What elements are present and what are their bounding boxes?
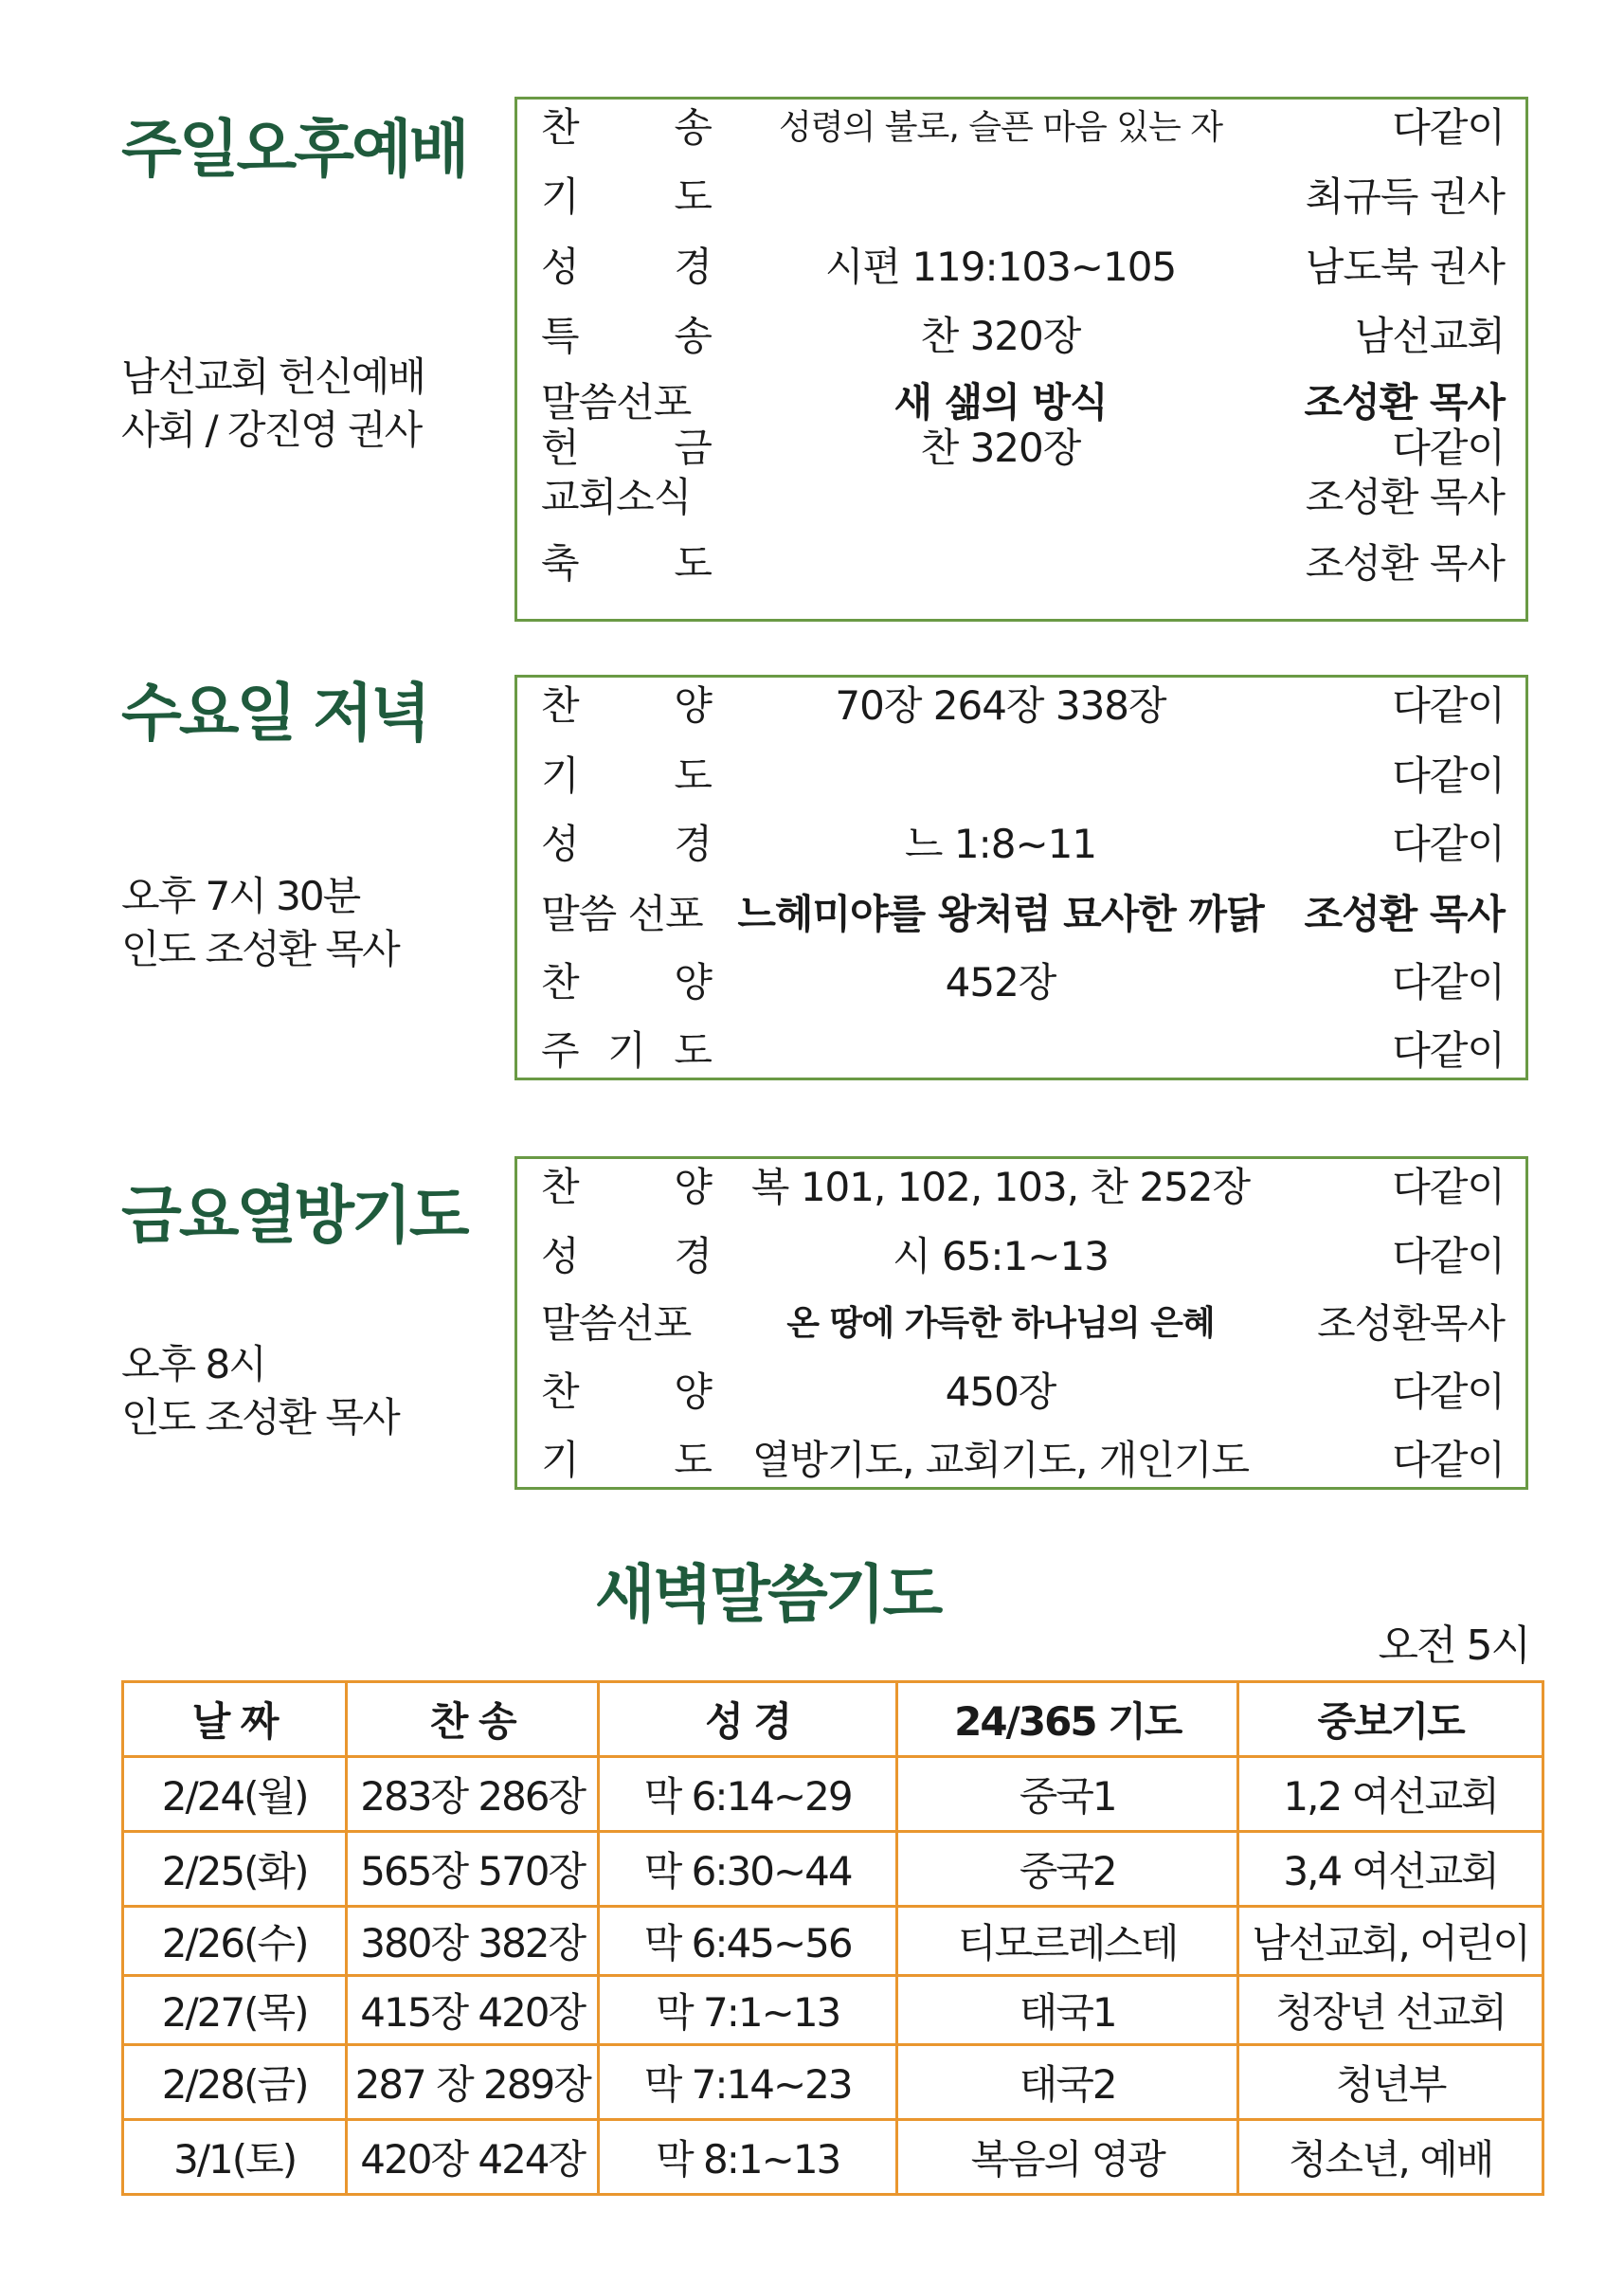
- order-role: [541, 678, 712, 734]
- dawn-cell: 태국1: [897, 1976, 1238, 2045]
- order-role-text: 찬: [541, 682, 579, 729]
- order-role-text: 말씀선포: [541, 1300, 692, 1347]
- order-content: 452장: [945, 959, 1056, 1006]
- order-row: [517, 1364, 1525, 1421]
- order-role-text: 기: [541, 752, 579, 799]
- order-role-text: 찬: [541, 959, 579, 1006]
- dawn-cell: 420장 424장: [347, 2120, 599, 2195]
- order-role-text: 교회소식: [541, 474, 692, 520]
- dawn-cell: 2/25(화): [123, 1832, 347, 1907]
- order-row: [517, 886, 1525, 943]
- order-role: [541, 1296, 712, 1352]
- dawn-cell: 티모르레스테: [897, 1907, 1238, 1976]
- order-content: 느 1:8~11: [904, 821, 1097, 867]
- order-person: 남선교회: [1354, 313, 1505, 359]
- order-person: 다같이: [1392, 1368, 1505, 1415]
- dawn-cell: 중국2: [897, 1832, 1238, 1907]
- dawn-cell: 막 6:14~29: [599, 1757, 897, 1832]
- order-role-text: 금: [674, 425, 712, 471]
- order-role-text: 성: [541, 244, 579, 290]
- dawn-cell: 283장 286장: [347, 1757, 599, 1832]
- order-row: [517, 748, 1525, 805]
- order-role: [541, 169, 712, 226]
- order-role: [541, 954, 712, 1011]
- order-role-text: 찬: [541, 104, 579, 151]
- order-person: 다같이: [1392, 104, 1505, 151]
- order-role: [541, 1023, 712, 1079]
- sunday-service-note: [121, 351, 424, 457]
- order-person: 조성환목사: [1317, 1300, 1505, 1347]
- order-role-text: 주: [541, 1027, 579, 1074]
- dawn-cell: 1,2 여선교회: [1238, 1757, 1543, 1832]
- table-row: [123, 1976, 1543, 2045]
- dawn-prayer-title: 새벽말씀기도: [594, 1558, 941, 1631]
- dawn-prayer-table: [121, 1680, 1544, 2196]
- order-row: [517, 535, 1525, 592]
- wednesday-service-note: [121, 870, 399, 976]
- order-role-text: 도: [674, 1027, 712, 1074]
- order-role-text: 성: [541, 821, 579, 867]
- dawn-prayer-time: 오전 5시: [1378, 1622, 1529, 1670]
- order-person: 다같이: [1392, 1164, 1505, 1210]
- order-content: 찬 320장: [920, 425, 1081, 471]
- dawn-cell: 380장 382장: [347, 1907, 599, 1976]
- sunday-note-line1: 남선교회 헌신예배: [121, 353, 424, 400]
- order-role-text: 양: [674, 1164, 712, 1210]
- order-person: 다같이: [1392, 682, 1505, 729]
- order-role: [541, 1432, 712, 1489]
- order-row: [517, 1296, 1525, 1352]
- friday-service-note: [121, 1338, 399, 1444]
- order-person: 다같이: [1392, 1027, 1505, 1074]
- order-role-text: 도: [674, 540, 712, 587]
- order-role: [541, 239, 712, 296]
- order-row: [517, 420, 1525, 477]
- dawn-header-cell: 날 짜: [123, 1682, 347, 1757]
- dawn-cell: 2/27(목): [123, 1976, 347, 2045]
- friday-note-line2: 인도 조성환 목사: [121, 1394, 399, 1440]
- dawn-cell: 남선교회, 어린이: [1238, 1907, 1543, 1976]
- order-content: 열방기도, 교회기도, 개인기도: [751, 1437, 1250, 1483]
- dawn-cell: 2/24(월): [123, 1757, 347, 1832]
- order-row: [517, 1159, 1525, 1216]
- order-role: [541, 1159, 712, 1216]
- table-row: [123, 1832, 1543, 1907]
- order-role: [541, 535, 712, 592]
- order-content: 450장: [945, 1368, 1056, 1415]
- table-row: [123, 2045, 1543, 2120]
- order-role-text: 기: [541, 1437, 579, 1483]
- order-role-text: 특: [541, 313, 579, 359]
- dawn-cell: 청장년 선교회: [1238, 1976, 1543, 2045]
- order-row: [517, 100, 1525, 156]
- order-content: 새 샒의 방식: [893, 379, 1108, 426]
- order-role-text: 말씀 선포: [541, 891, 703, 937]
- order-role-text: 기: [541, 173, 579, 220]
- dawn-cell: 막 6:30~44: [599, 1832, 897, 1907]
- order-role-text: 찬: [541, 1164, 579, 1210]
- sunday-note-line2: 사회 / 강진영 권사: [121, 407, 422, 453]
- order-person: 최규득 권사: [1305, 173, 1505, 220]
- order-person: 남도북 권사: [1305, 244, 1505, 290]
- dawn-table-header: [123, 1682, 1543, 1757]
- order-content: 시 65:1~13: [893, 1233, 1109, 1279]
- order-person: 다같이: [1392, 752, 1505, 799]
- dawn-cell: 2/26(수): [123, 1907, 347, 1976]
- dawn-header-cell: 성 경: [599, 1682, 897, 1757]
- order-person: 다같이: [1392, 821, 1505, 867]
- order-role-text: 기: [607, 1027, 645, 1074]
- order-row: [517, 239, 1525, 296]
- order-row: [517, 1432, 1525, 1489]
- dawn-cell: 청년부: [1238, 2045, 1543, 2120]
- order-role: [541, 1364, 712, 1421]
- wednesday-order-box: [514, 675, 1528, 1080]
- order-person: 조성환 목사: [1305, 540, 1505, 587]
- dawn-cell: 287 장 289장: [347, 2045, 599, 2120]
- dawn-cell: 막 8:1~13: [599, 2120, 897, 2195]
- order-role-text: 축: [541, 540, 579, 587]
- order-role-text: 송: [674, 104, 712, 151]
- dawn-cell: 태국2: [897, 2045, 1238, 2120]
- dawn-cell: 중국1: [897, 1757, 1238, 1832]
- order-person: 다같이: [1392, 425, 1505, 471]
- dawn-cell: 막 7:1~13: [599, 1976, 897, 2045]
- order-role: [541, 886, 712, 943]
- order-role-text: 찬: [541, 1368, 579, 1415]
- dawn-cell: 청소년, 예배: [1238, 2120, 1543, 2195]
- dawn-cell: 막 7:14~23: [599, 2045, 897, 2120]
- order-role-text: 양: [674, 1368, 712, 1415]
- order-role: [541, 1228, 712, 1285]
- order-role: [541, 420, 712, 477]
- table-row: [123, 1907, 1543, 1976]
- order-person: 다같이: [1392, 1437, 1505, 1483]
- dawn-header-cell: 중보기도: [1238, 1682, 1543, 1757]
- friday-service-title: 금요열방기도: [121, 1179, 467, 1252]
- order-person: 조성환 목사: [1305, 474, 1505, 520]
- order-role: [541, 100, 712, 156]
- order-row: [517, 308, 1525, 365]
- table-row: [123, 2120, 1543, 2195]
- sunday-service-title: 주일오후예배: [121, 113, 467, 186]
- order-role-text: 성: [541, 1233, 579, 1279]
- order-role-text: 말씀선포: [541, 379, 692, 426]
- wednesday-service-title: 수요일 저녁: [121, 677, 428, 750]
- order-row: [517, 1228, 1525, 1285]
- order-content: 온 땅에 가득한 하나님의 은혜: [786, 1304, 1215, 1343]
- order-role-text: 도: [674, 173, 712, 220]
- order-role: [541, 308, 712, 365]
- dawn-cell: 3/1(토): [123, 2120, 347, 2195]
- order-role-text: 양: [674, 959, 712, 1006]
- order-content: 복 101, 102, 103, 찬 252장: [750, 1164, 1251, 1210]
- order-person: 조성환 목사: [1304, 891, 1505, 937]
- order-content: 느헤미야를 왕처럼 묘사한 까닭: [737, 891, 1264, 937]
- order-row: [517, 816, 1525, 873]
- order-role-text: 경: [674, 244, 712, 290]
- friday-note-line1: 오후 8시: [121, 1341, 265, 1387]
- dawn-cell: 565장 570장: [347, 1832, 599, 1907]
- order-content: 찬 320장: [920, 313, 1081, 359]
- order-role: [541, 469, 712, 526]
- order-role-text: 양: [674, 682, 712, 729]
- sunday-order-box: [514, 97, 1528, 622]
- dawn-header-cell: 24/365 기도: [897, 1682, 1238, 1757]
- wednesday-note-line2: 인도 조성환 목사: [121, 926, 399, 972]
- order-role-text: 경: [674, 821, 712, 867]
- wednesday-note-line1: 오후 7시 30분: [121, 873, 360, 919]
- dawn-cell: 2/28(금): [123, 2045, 347, 2120]
- order-role-text: 경: [674, 1233, 712, 1279]
- order-role: [541, 748, 712, 805]
- order-person: 조성환 목사: [1304, 379, 1505, 426]
- order-row: [517, 1023, 1525, 1079]
- dawn-cell: 3,4 여선교회: [1238, 1832, 1543, 1907]
- order-person: 다같이: [1392, 959, 1505, 1006]
- order-role-text: 송: [674, 313, 712, 359]
- order-role-text: 헌: [541, 425, 579, 471]
- order-row: [517, 678, 1525, 734]
- friday-order-box: [514, 1156, 1528, 1490]
- dawn-cell: 복음의 영광: [897, 2120, 1238, 2195]
- order-content: 시편 119:103~105: [824, 244, 1177, 290]
- dawn-header-cell: 찬 송: [347, 1682, 599, 1757]
- order-row: [517, 954, 1525, 1011]
- table-row: [123, 1757, 1543, 1832]
- order-content: 70장 264장 338장: [835, 682, 1166, 729]
- order-role-text: 도: [674, 752, 712, 799]
- dawn-cell: 막 6:45~56: [599, 1907, 897, 1976]
- order-content: 성령의 불로, 슬픈 마음 있는 자: [779, 108, 1222, 147]
- dawn-cell: 415장 420장: [347, 1976, 599, 2045]
- order-row: [517, 469, 1525, 526]
- order-person: 다같이: [1392, 1233, 1505, 1279]
- order-row: [517, 169, 1525, 226]
- order-role: [541, 816, 712, 873]
- order-role-text: 도: [674, 1437, 712, 1483]
